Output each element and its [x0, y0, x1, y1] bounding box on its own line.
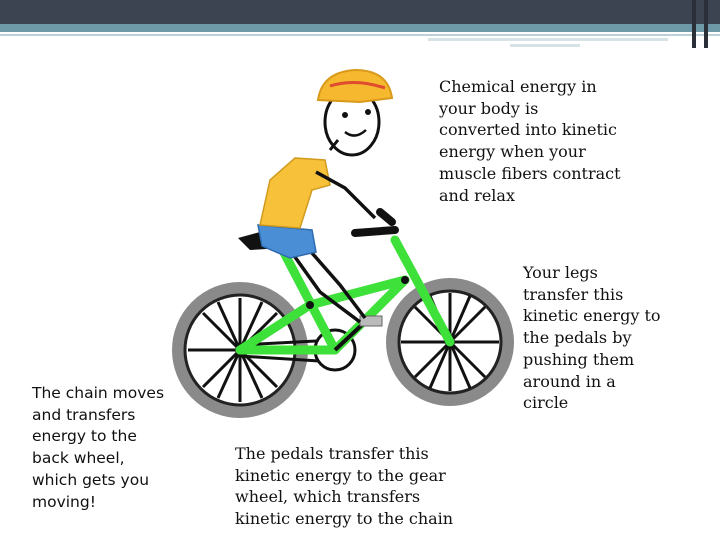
caption-chemical-energy: Chemical energy in your body is converted into kinetic energy when your muscle fibers contract and relax [439, 77, 621, 205]
handlebar [355, 212, 395, 233]
caption-chain: The chain moves and transfers energy to the back wheel, which gets you moving! [32, 384, 165, 511]
helmet-icon [318, 70, 392, 102]
caption-pedals: The pedals transfer this kinetic energy to the gear wheel, which transfers kinetic energy to the chain [235, 444, 454, 529]
caption-legs: Your legs transfer this kinetic energy to the pedals by pushing them around in a circle [523, 263, 661, 413]
